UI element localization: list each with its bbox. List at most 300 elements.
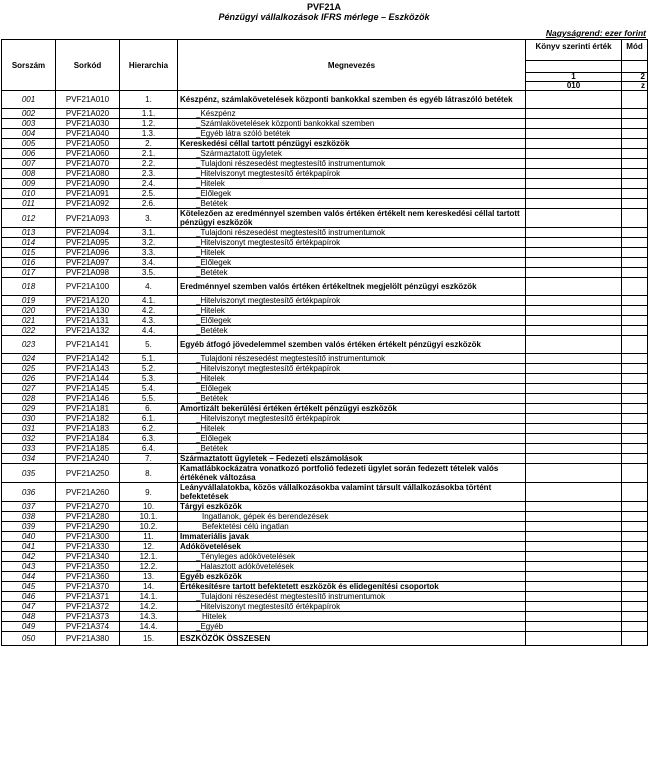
row-value-input[interactable] [526, 632, 622, 646]
row-sorkod: PVF21A260 [56, 483, 120, 502]
row-mod-input[interactable] [622, 404, 648, 414]
row-value-input[interactable] [526, 572, 622, 582]
row-megnevezes: Ingatlanok, gépek és berendezések [178, 512, 526, 522]
row-megnevezes: _Előlegek [178, 258, 526, 268]
form-code: PVF21A [306, 2, 341, 12]
row-megnevezes: _Számlakövetelések központi bankokkal szemben [178, 119, 526, 129]
row-sorkod: PVF21A010 [56, 91, 120, 109]
row-sorszam: 046 [2, 592, 56, 602]
row-value-input[interactable] [526, 394, 622, 404]
row-megnevezes: _Hitelviszonyt megtestesítő értékpapírok [178, 414, 526, 424]
row-mod-input[interactable] [622, 444, 648, 454]
row-value-input[interactable] [526, 483, 622, 502]
row-hierarchia: 1.2. [120, 119, 178, 129]
row-sorszam: 030 [2, 414, 56, 424]
table-row [2, 542, 648, 552]
row-hierarchia: 2. [120, 139, 178, 149]
row-hierarchia: 1.3. [120, 129, 178, 139]
row-hierarchia: 11. [120, 532, 178, 542]
row-hierarchia: 6. [120, 404, 178, 414]
table-row [2, 384, 648, 394]
row-sorkod: PVF21A120 [56, 296, 120, 306]
row-megnevezes: Egyéb eszközök [178, 572, 526, 582]
table-row [2, 454, 648, 464]
row-sorkod: PVF21A091 [56, 189, 120, 199]
row-mod-input[interactable] [622, 454, 648, 464]
row-mod-input[interactable] [622, 483, 648, 502]
row-sorszam: 029 [2, 404, 56, 414]
row-mod-input[interactable] [622, 189, 648, 199]
row-value-input[interactable] [526, 562, 622, 572]
row-sorszam: 007 [2, 159, 56, 169]
row-value-input[interactable] [526, 159, 622, 169]
row-mod-input[interactable] [622, 149, 648, 159]
row-sorszam: 022 [2, 326, 56, 336]
table-row [2, 296, 648, 306]
row-value-input[interactable] [526, 434, 622, 444]
row-hierarchia: 3. [120, 209, 178, 228]
row-sorszam: 042 [2, 552, 56, 562]
row-megnevezes: _Tulajdoni részesedést megtestesítő instrumentumok [178, 592, 526, 602]
table-row [2, 109, 648, 119]
row-sorszam: 008 [2, 169, 56, 179]
row-sorkod: PVF21A183 [56, 424, 120, 434]
row-sorszam: 001 [2, 91, 56, 109]
row-mod-input[interactable] [622, 129, 648, 139]
row-mod-input[interactable] [622, 384, 648, 394]
unit-label: Nagyságrend: ezer forint [545, 28, 646, 38]
row-sorkod: PVF21A132 [56, 326, 120, 336]
row-mod-input[interactable] [622, 326, 648, 336]
row-mod-input[interactable] [622, 336, 648, 354]
row-value-input[interactable] [526, 374, 622, 384]
row-mod-input[interactable] [622, 602, 648, 612]
row-megnevezes: _Hitelek [178, 179, 526, 189]
row-megnevezes: _Előlegek [178, 189, 526, 199]
table-row [2, 562, 648, 572]
row-mod-input[interactable] [622, 248, 648, 258]
row-sorkod: PVF21A250 [56, 464, 120, 483]
row-hierarchia: 12. [120, 542, 178, 552]
row-value-input[interactable] [526, 552, 622, 562]
row-mod-input[interactable] [622, 464, 648, 483]
table-row [2, 189, 648, 199]
row-sorszam: 035 [2, 464, 56, 483]
row-megnevezes: ESZKÖZÖK ÖSSZESEN [178, 632, 526, 646]
header-mod-code: z [622, 82, 648, 91]
row-value-input[interactable] [526, 179, 622, 189]
row-value-input[interactable] [526, 316, 622, 326]
row-sorszam: 025 [2, 364, 56, 374]
row-sorkod: PVF21A184 [56, 434, 120, 444]
row-hierarchia: 12.1. [120, 552, 178, 562]
row-sorszam: 020 [2, 306, 56, 316]
row-value-input[interactable] [526, 109, 622, 119]
row-mod-input[interactable] [622, 434, 648, 444]
row-sorszam: 034 [2, 454, 56, 464]
row-sorkod: PVF21A142 [56, 354, 120, 364]
row-sorkod: PVF21A060 [56, 149, 120, 159]
row-sorkod: PVF21A300 [56, 532, 120, 542]
row-value-input[interactable] [526, 248, 622, 258]
row-value-input[interactable] [526, 238, 622, 248]
header-mod-num: 2 [622, 73, 648, 82]
row-mod-input[interactable] [622, 562, 648, 572]
table-row [2, 336, 648, 354]
row-sorkod: PVF21A240 [56, 454, 120, 464]
row-sorszam: 033 [2, 444, 56, 454]
header-konyv-spacer [526, 61, 622, 73]
row-megnevezes: _Hitelviszonyt megtestesítő értékpapírok [178, 364, 526, 374]
header-konyv: Könyv szerinti érték [526, 40, 622, 61]
row-sorkod: PVF21A380 [56, 632, 120, 646]
row-value-input[interactable] [526, 306, 622, 316]
table-row [2, 512, 648, 522]
table-row [2, 532, 648, 542]
row-sorszam: 050 [2, 632, 56, 646]
row-sorkod: PVF21A092 [56, 199, 120, 209]
row-mod-input[interactable] [622, 278, 648, 296]
row-value-input[interactable] [526, 582, 622, 592]
row-sorkod: PVF21A100 [56, 278, 120, 296]
row-mod-input[interactable] [622, 354, 648, 364]
row-mod-input[interactable] [622, 159, 648, 169]
row-mod-input[interactable] [622, 228, 648, 238]
row-hierarchia: 4.1. [120, 296, 178, 306]
row-sorkod: PVF21A290 [56, 522, 120, 532]
row-hierarchia: 14.4. [120, 622, 178, 632]
row-sorkod: PVF21A030 [56, 119, 120, 129]
row-hierarchia: 2.2. [120, 159, 178, 169]
row-mod-input[interactable] [622, 414, 648, 424]
row-megnevezes: _Hitelek [178, 306, 526, 316]
table-row [2, 572, 648, 582]
table-row [2, 404, 648, 414]
row-sorszam: 021 [2, 316, 56, 326]
row-mod-input[interactable] [622, 139, 648, 149]
row-sorszam: 037 [2, 502, 56, 512]
header-megnevezes: Megnevezés [178, 40, 526, 91]
row-sorkod: PVF21A143 [56, 364, 120, 374]
row-sorkod: PVF21A131 [56, 316, 120, 326]
table-row [2, 139, 648, 149]
row-mod-input[interactable] [622, 532, 648, 542]
row-value-input[interactable] [526, 189, 622, 199]
row-megnevezes: _Tulajdoni részesedést megtestesítő instrumentumok [178, 159, 526, 169]
row-hierarchia: 3.3. [120, 248, 178, 258]
row-hierarchia: 5.4. [120, 384, 178, 394]
row-value-input[interactable] [526, 91, 622, 109]
row-value-input[interactable] [526, 354, 622, 364]
row-value-input[interactable] [526, 258, 622, 268]
row-mod-input[interactable] [622, 552, 648, 562]
row-megnevezes: _Készpénz [178, 109, 526, 119]
row-hierarchia: 5.2. [120, 364, 178, 374]
row-hierarchia: 3.1. [120, 228, 178, 238]
row-sorkod: PVF21A360 [56, 572, 120, 582]
row-megnevezes: Eredménnyel szemben valós értéken értékeltnek megjelölt pénzügyi eszközök [178, 278, 526, 296]
row-hierarchia: 14.2. [120, 602, 178, 612]
row-hierarchia: 6.1. [120, 414, 178, 424]
header-mod: Mód [622, 40, 648, 61]
row-sorkod: PVF21A374 [56, 622, 120, 632]
row-value-input[interactable] [526, 139, 622, 149]
table-row [2, 326, 648, 336]
row-megnevezes: _Betétek [178, 268, 526, 278]
table-row [2, 316, 648, 326]
row-sorkod: PVF21A270 [56, 502, 120, 512]
row-mod-input[interactable] [622, 316, 648, 326]
row-sorszam: 038 [2, 512, 56, 522]
row-mod-input[interactable] [622, 179, 648, 189]
row-megnevezes: _Tulajdoni részesedést megtestesítő instrumentumok [178, 228, 526, 238]
row-mod-input[interactable] [622, 109, 648, 119]
row-value-input[interactable] [526, 444, 622, 454]
row-mod-input[interactable] [622, 502, 648, 512]
row-sorkod: PVF21A185 [56, 444, 120, 454]
row-hierarchia: 2.5. [120, 189, 178, 199]
header-konyv-code: 010 [526, 82, 622, 91]
row-mod-input[interactable] [622, 306, 648, 316]
row-mod-input[interactable] [622, 268, 648, 278]
row-sorkod: PVF21A130 [56, 306, 120, 316]
row-sorkod: PVF21A040 [56, 129, 120, 139]
table-row [2, 364, 648, 374]
row-mod-input[interactable] [622, 169, 648, 179]
table-row [2, 522, 648, 532]
row-hierarchia: 2.3. [120, 169, 178, 179]
row-mod-input[interactable] [622, 364, 648, 374]
table-row [2, 602, 648, 612]
row-hierarchia: 4.3. [120, 316, 178, 326]
row-value-input[interactable] [526, 404, 622, 414]
row-sorszam: 011 [2, 199, 56, 209]
row-value-input[interactable] [526, 119, 622, 129]
row-sorszam: 027 [2, 384, 56, 394]
row-value-input[interactable] [526, 278, 622, 296]
row-value-input[interactable] [526, 602, 622, 612]
table-row [2, 592, 648, 602]
row-mod-input[interactable] [622, 622, 648, 632]
row-megnevezes: Immateriális javak [178, 532, 526, 542]
row-sorkod: PVF21A095 [56, 238, 120, 248]
row-megnevezes: _Betétek [178, 394, 526, 404]
row-hierarchia: 1. [120, 91, 178, 109]
row-sorszam: 041 [2, 542, 56, 552]
row-megnevezes: Adókövetelések [178, 542, 526, 552]
header-sorszam: Sorszám [2, 40, 56, 91]
row-hierarchia: 3.4. [120, 258, 178, 268]
row-sorszam: 049 [2, 622, 56, 632]
row-sorkod: PVF21A350 [56, 562, 120, 572]
row-mod-input[interactable] [622, 209, 648, 228]
row-sorszam: 018 [2, 278, 56, 296]
row-hierarchia: 5.3. [120, 374, 178, 384]
row-hierarchia: 2.4. [120, 179, 178, 189]
row-value-input[interactable] [526, 364, 622, 374]
row-hierarchia: 5.5. [120, 394, 178, 404]
header-hierarchia: Hierarchia [120, 40, 178, 91]
row-sorszam: 026 [2, 374, 56, 384]
row-sorkod: PVF21A096 [56, 248, 120, 258]
row-sorszam: 023 [2, 336, 56, 354]
table-row [2, 159, 648, 169]
row-sorszam: 032 [2, 434, 56, 444]
table-row [2, 129, 648, 139]
row-value-input[interactable] [526, 522, 622, 532]
row-mod-input[interactable] [622, 258, 648, 268]
row-sorkod: PVF21A181 [56, 404, 120, 414]
row-megnevezes: _Hitelviszonyt megtestesítő értékpapírok [178, 602, 526, 612]
table-row [2, 91, 648, 109]
row-sorkod: PVF21A145 [56, 384, 120, 394]
table-row [2, 119, 648, 129]
row-mod-input[interactable] [622, 512, 648, 522]
table-row [2, 434, 648, 444]
row-hierarchia: 13. [120, 572, 178, 582]
row-hierarchia: 2.1. [120, 149, 178, 159]
row-megnevezes: _Hitelviszonyt megtestesítő értékpapírok [178, 296, 526, 306]
table-row [2, 483, 648, 502]
row-value-input[interactable] [526, 209, 622, 228]
row-mod-input[interactable] [622, 632, 648, 646]
row-hierarchia: 14.3. [120, 612, 178, 622]
row-mod-input[interactable] [622, 592, 648, 602]
row-value-input[interactable] [526, 454, 622, 464]
row-value-input[interactable] [526, 149, 622, 159]
row-sorszam: 010 [2, 189, 56, 199]
table-row [2, 354, 648, 364]
row-megnevezes: Hitelek [178, 612, 526, 622]
row-hierarchia: 3.5. [120, 268, 178, 278]
row-sorszam: 045 [2, 582, 56, 592]
row-sorszam: 048 [2, 612, 56, 622]
row-mod-input[interactable] [622, 522, 648, 532]
row-value-input[interactable] [526, 414, 622, 424]
row-megnevezes: _Tényleges adókövetelések [178, 552, 526, 562]
row-sorszam: 043 [2, 562, 56, 572]
row-sorszam: 006 [2, 149, 56, 159]
row-megnevezes: _Halasztott adókövetelések [178, 562, 526, 572]
row-mod-input[interactable] [622, 296, 648, 306]
row-value-input[interactable] [526, 542, 622, 552]
table-row [2, 622, 648, 632]
row-megnevezes: _Hitelek [178, 374, 526, 384]
row-value-input[interactable] [526, 502, 622, 512]
table-row [2, 394, 648, 404]
row-hierarchia: 2.6. [120, 199, 178, 209]
row-hierarchia: 9. [120, 483, 178, 502]
table-row [2, 374, 648, 384]
row-megnevezes: Tárgyi eszközök [178, 502, 526, 512]
row-sorszam: 024 [2, 354, 56, 364]
row-mod-input[interactable] [622, 424, 648, 434]
row-sorkod: PVF21A097 [56, 258, 120, 268]
row-value-input[interactable] [526, 512, 622, 522]
row-megnevezes: Kötelezően az eredménnyel szemben valós értéken értékelt nem kereskedési céllal tartott pénzügyi eszközök [178, 209, 526, 228]
row-value-input[interactable] [526, 622, 622, 632]
row-value-input[interactable] [526, 129, 622, 139]
table-row [2, 444, 648, 454]
row-value-input[interactable] [526, 424, 622, 434]
row-sorkod: PVF21A093 [56, 209, 120, 228]
row-megnevezes: _Betétek [178, 199, 526, 209]
table-row [2, 552, 648, 562]
row-mod-input[interactable] [622, 199, 648, 209]
header-konyv-num: 1 [526, 73, 622, 82]
row-megnevezes: _Előlegek [178, 316, 526, 326]
row-sorszam: 044 [2, 572, 56, 582]
row-value-input[interactable] [526, 199, 622, 209]
table-row [2, 632, 648, 646]
row-hierarchia: 6.3. [120, 434, 178, 444]
table-row [2, 464, 648, 483]
row-sorkod: PVF21A330 [56, 542, 120, 552]
row-mod-input[interactable] [622, 119, 648, 129]
row-sorkod: PVF21A080 [56, 169, 120, 179]
header-mod-spacer [622, 61, 648, 73]
row-mod-input[interactable] [622, 582, 648, 592]
row-value-input[interactable] [526, 169, 622, 179]
table-row [2, 149, 648, 159]
row-sorszam: 017 [2, 268, 56, 278]
row-value-input[interactable] [526, 268, 622, 278]
row-value-input[interactable] [526, 326, 622, 336]
row-megnevezes: _Tulajdoni részesedést megtestesítő instrumentumok [178, 354, 526, 364]
row-megnevezes: _Előlegek [178, 434, 526, 444]
row-value-input[interactable] [526, 464, 622, 483]
table-row [2, 424, 648, 434]
row-megnevezes: Befektetési célú ingatlan [178, 522, 526, 532]
row-value-input[interactable] [526, 612, 622, 622]
table-row [2, 278, 648, 296]
row-mod-input[interactable] [622, 612, 648, 622]
row-value-input[interactable] [526, 228, 622, 238]
row-sorkod: PVF21A070 [56, 159, 120, 169]
row-value-input[interactable] [526, 592, 622, 602]
row-mod-input[interactable] [622, 374, 648, 384]
row-mod-input[interactable] [622, 91, 648, 109]
row-hierarchia: 14. [120, 582, 178, 592]
header-sorkod: Sorkód [56, 40, 120, 91]
row-value-input[interactable] [526, 532, 622, 542]
row-hierarchia: 12.2. [120, 562, 178, 572]
row-sorszam: 028 [2, 394, 56, 404]
row-megnevezes: Készpénz, számlakövetelések központi bankokkal szemben és egyéb látraszóló betétek [178, 91, 526, 109]
row-mod-input[interactable] [622, 238, 648, 248]
report-subtitle: Pénzügyi vállalkozások IFRS mérlege – Eszközök [218, 12, 430, 22]
row-mod-input[interactable] [622, 542, 648, 552]
row-value-input[interactable] [526, 296, 622, 306]
row-mod-input[interactable] [622, 572, 648, 582]
table-row [2, 258, 648, 268]
row-sorszam: 002 [2, 109, 56, 119]
row-megnevezes: Értékesítésre tartott befektetett eszközök és elidegenítési csoportok [178, 582, 526, 592]
row-sorszam: 015 [2, 248, 56, 258]
row-sorkod: PVF21A146 [56, 394, 120, 404]
row-megnevezes: _Származtatott ügyletek [178, 149, 526, 159]
table-row [2, 582, 648, 592]
row-hierarchia: 3.2. [120, 238, 178, 248]
row-sorszam: 040 [2, 532, 56, 542]
row-value-input[interactable] [526, 384, 622, 394]
row-megnevezes: _Előlegek [178, 384, 526, 394]
table-row [2, 502, 648, 512]
row-sorszam: 003 [2, 119, 56, 129]
row-value-input[interactable] [526, 336, 622, 354]
row-hierarchia: 10.2. [120, 522, 178, 532]
row-mod-input[interactable] [622, 394, 648, 404]
